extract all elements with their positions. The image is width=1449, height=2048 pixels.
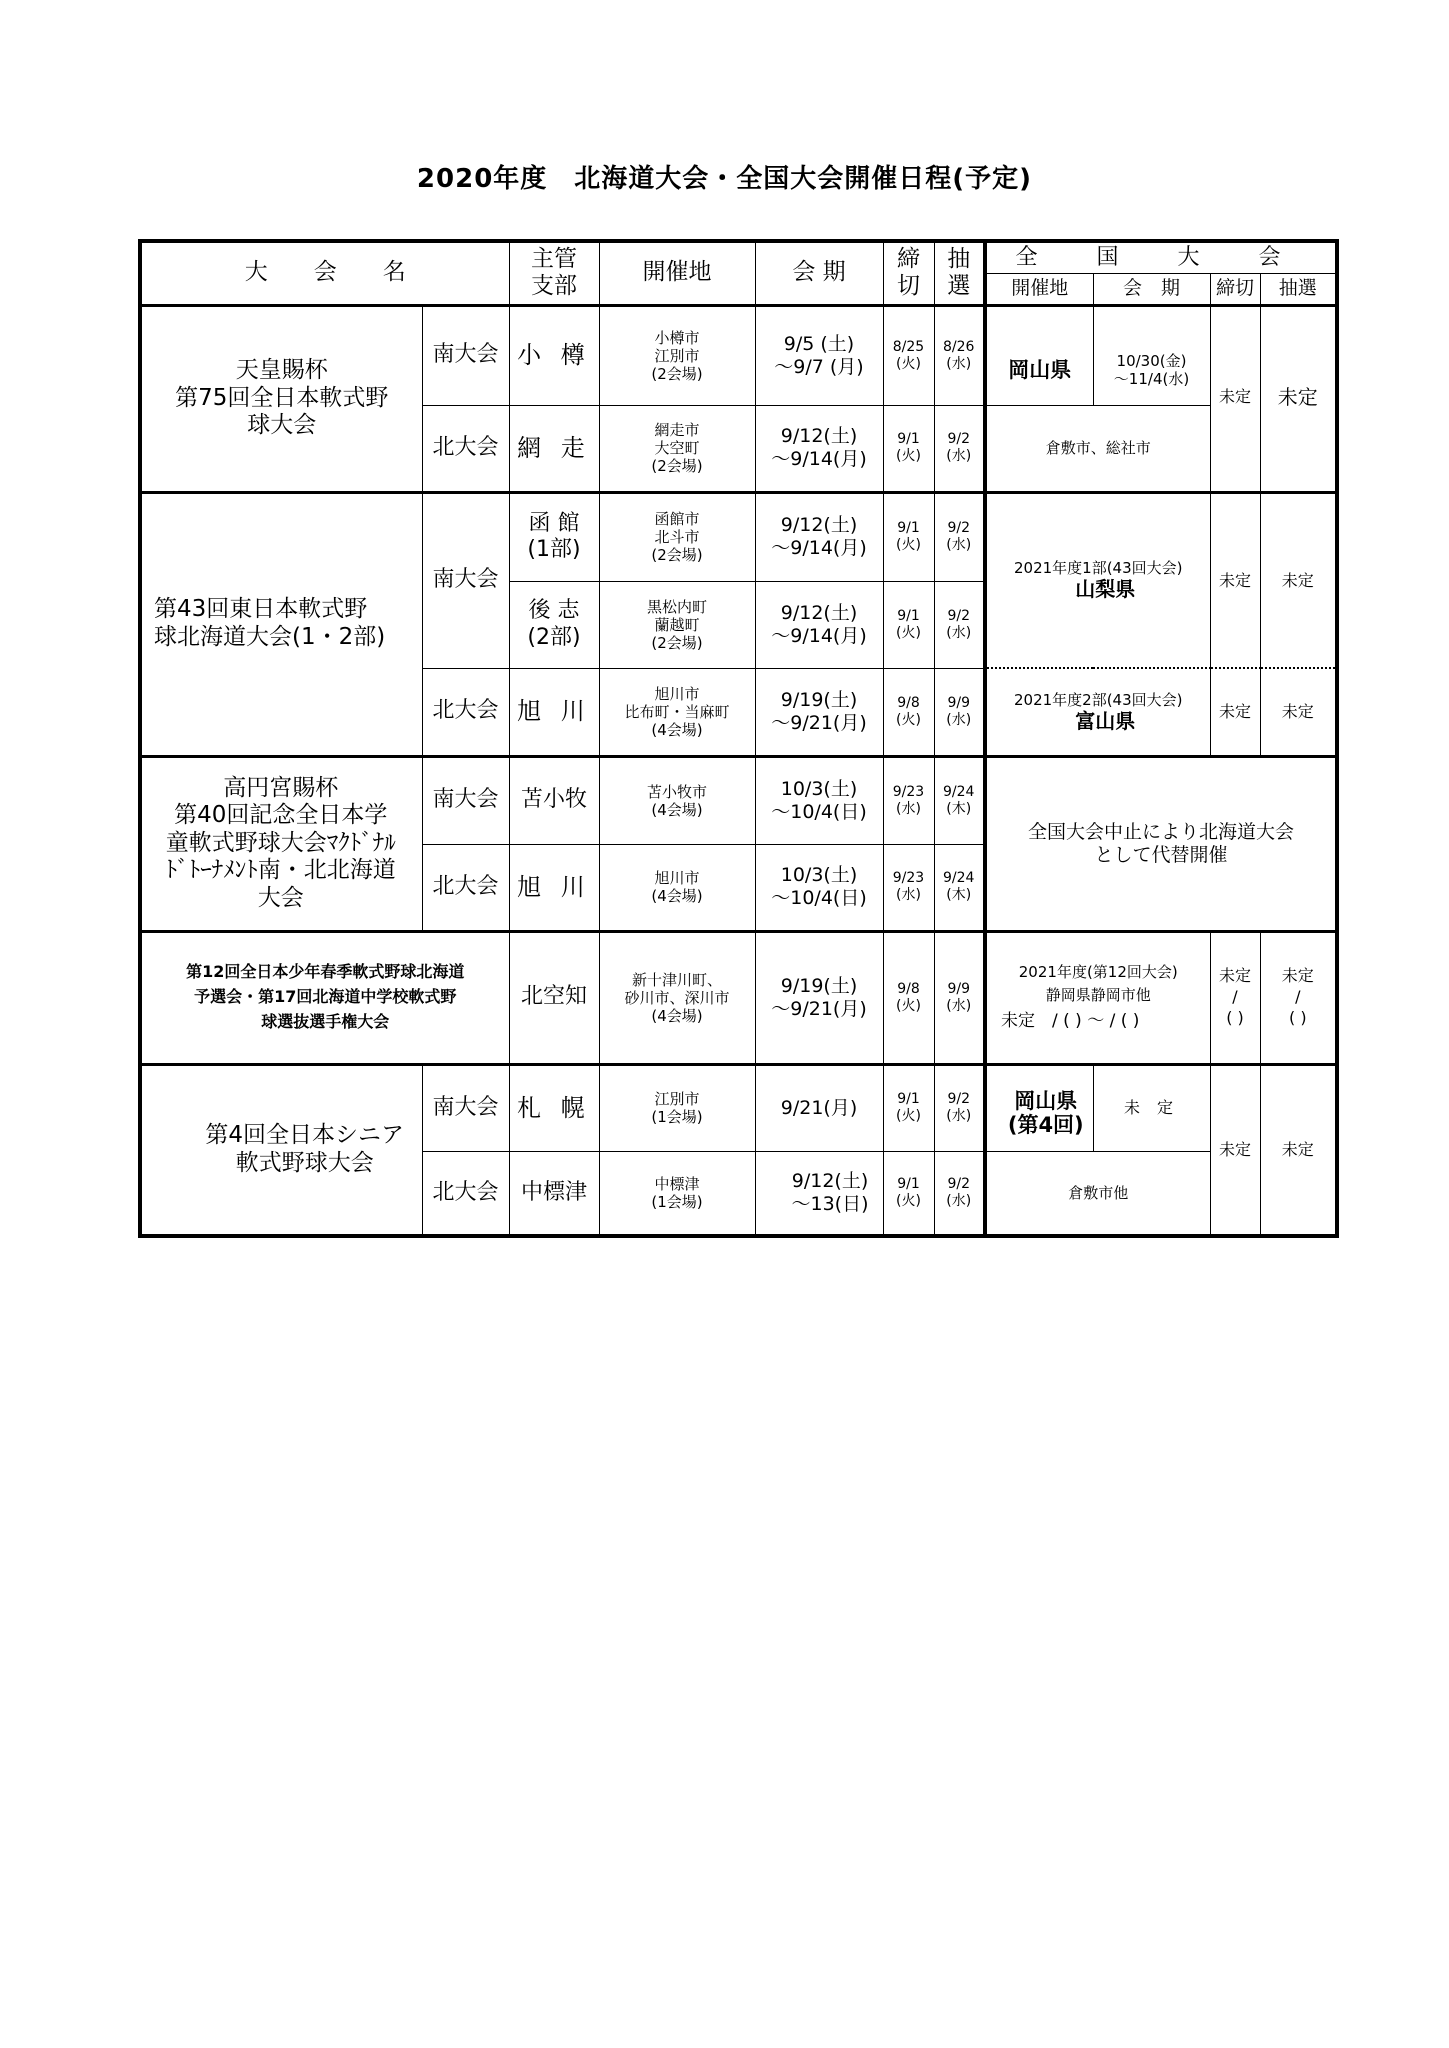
division-label: 北大会 (422, 1151, 509, 1236)
national-lottery: 未定 (1260, 1064, 1337, 1236)
national-lottery: 未定 / ( ) (1260, 931, 1337, 1064)
branch-cell: 苫小牧 (509, 756, 599, 844)
division-label: 南大会 (422, 305, 509, 405)
division-label: 北大会 (422, 844, 509, 931)
header-deadline: 締 切 (883, 241, 934, 305)
national-venue: 岡山県 (985, 305, 1093, 405)
national-lottery: 未定 (1260, 668, 1337, 756)
branch-cell: 旭 川 (509, 668, 599, 756)
national-city: 倉敷市他 (985, 1151, 1210, 1236)
lottery-cell: 8/26 (水) (934, 305, 985, 405)
national-deadline: 未定 (1210, 1064, 1260, 1236)
header-branch: 主管 支部 (509, 241, 599, 305)
period-cell: 9/21(月) (755, 1064, 883, 1151)
national-city: 倉敷市、総社市 (985, 405, 1210, 492)
venue-cell: 函館市 北斗市 (2会場) (599, 492, 755, 581)
national-spring-period: 未定 / ( ) ～ / ( ) (1001, 1010, 1140, 1031)
national-lottery: 未定 (1260, 305, 1337, 492)
national-deadline: 未定 (1210, 305, 1260, 492)
lottery-cell: 9/9 (水) (934, 668, 985, 756)
venue-cell: 旭川市 比布町・当麻町 (4会場) (599, 668, 755, 756)
period-cell: 9/19(土) ～9/21(月) (755, 931, 883, 1064)
deadline-cell: 9/23 (水) (883, 756, 934, 844)
division-label: 南大会 (422, 756, 509, 844)
national-spring-venue: 静岡県静岡市他 (1045, 986, 1151, 1005)
deadline-cell: 9/1 (火) (883, 405, 934, 492)
period-cell: 9/5 (土) ～9/7 (月) (755, 305, 883, 405)
tournament-name-east-japan: 第43回東日本軟式野 球北海道大会(1・2部) (140, 492, 422, 756)
period-cell: 9/12(土) ～9/14(月) (755, 492, 883, 581)
division-label: 南大会 (422, 492, 509, 668)
header-national-lottery: 抽選 (1260, 273, 1337, 305)
division-label: 北大会 (422, 668, 509, 756)
deadline-cell: 9/8 (火) (883, 931, 934, 1064)
header-tournament: 大 会 名 (140, 241, 509, 305)
lottery-cell: 9/2 (水) (934, 1151, 985, 1236)
deadline-cell: 9/1 (火) (883, 1064, 934, 1151)
header-venue: 開催地 (599, 241, 755, 305)
venue-cell: 旭川市 (4会場) (599, 844, 755, 931)
deadline-cell: 9/1 (火) (883, 492, 934, 581)
tournament-name-takamado-cup: 高円宮賜杯 第40回記念全日本学 童軟式野球大会ﾏｸﾄﾞﾅﾙ ﾄﾞﾄｰﾅﾒﾝﾄ南・北北海道 大会 (140, 756, 422, 931)
national-lottery: 未定 (1260, 492, 1337, 668)
venue-cell: 中標津 (1会場) (599, 1151, 755, 1236)
tournament-name-spring-youth: 第12回全日本少年春季軟式野球北海道 予選会・第17回北海道中学校軟式野 球選抜選手権大会 (140, 931, 509, 1064)
national-division-1 (985, 492, 1210, 668)
national-division-2-label: 2021年度2部(43回大会) (1013, 690, 1183, 709)
national-deadline: 未定 (1210, 668, 1260, 756)
header-national: 全 国 大 会 (985, 241, 1337, 273)
period-cell: 9/12(土) ～9/14(月) (755, 405, 883, 492)
national-spring-edition: 2021年度(第12回大会) (1018, 963, 1178, 982)
venue-cell: 小樽市 江別市 (2会場) (599, 305, 755, 405)
header-national-period: 会 期 (1093, 273, 1210, 305)
lottery-cell: 9/2 (水) (934, 581, 985, 668)
period-cell: 10/3(土) ～10/4(日) (755, 844, 883, 931)
national-division-2 (985, 668, 1210, 756)
branch-cell: 北空知 (509, 931, 599, 1064)
deadline-cell: 9/8 (火) (883, 668, 934, 756)
branch-cell: 中標津 (509, 1151, 599, 1236)
tournament-name-emperor-cup: 天皇賜杯 第75回全日本軟式野 球大会 (140, 305, 422, 492)
national-period: 未 定 (1093, 1064, 1210, 1151)
header-period: 会 期 (755, 241, 883, 305)
national-venue: 岡山県 (第4回) (985, 1064, 1093, 1151)
national-division-1-pref: 山梨県 (1075, 577, 1136, 602)
venue-cell: 江別市 (1会場) (599, 1064, 755, 1151)
national-division-1-label: 2021年度1部(43回大会) (1013, 559, 1183, 578)
branch-cell: 札 幌 (509, 1064, 599, 1151)
venue-cell: 苫小牧市 (4会場) (599, 756, 755, 844)
header-national-venue: 開催地 (985, 273, 1093, 305)
branch-cell: 函 館 (1部) (509, 492, 599, 581)
lottery-cell: 9/24 (木) (934, 756, 985, 844)
division-label: 南大会 (422, 1064, 509, 1151)
period-cell: 9/19(土) ～9/21(月) (755, 668, 883, 756)
branch-cell: 小 樽 (509, 305, 599, 405)
deadline-cell: 9/1 (火) (883, 1151, 934, 1236)
national-period: 10/30(金) ～11/4(水) (1093, 305, 1210, 405)
venue-cell: 新十津川町、 砂川市、深川市 (4会場) (599, 931, 755, 1064)
national-deadline: 未定 / ( ) (1210, 931, 1260, 1064)
schedule-table (138, 239, 1339, 1238)
branch-cell: 後 志 (2部) (509, 581, 599, 668)
lottery-cell: 9/2 (水) (934, 1064, 985, 1151)
deadline-cell: 9/23 (水) (883, 844, 934, 931)
tournament-name-senior: 第4回全日本シニア 軟式野球大会 (140, 1064, 422, 1236)
lottery-cell: 9/24 (木) (934, 844, 985, 931)
lottery-cell: 9/9 (水) (934, 931, 985, 1064)
header-national-deadline: 締切 (1210, 273, 1260, 305)
national-cancel-note: 全国大会中止により北海道大会 として代替開催 (985, 756, 1337, 931)
period-cell: 9/12(土) ～13(日) (755, 1151, 883, 1236)
period-cell: 9/12(土) ～9/14(月) (755, 581, 883, 668)
lottery-cell: 9/2 (水) (934, 405, 985, 492)
national-deadline: 未定 (1210, 492, 1260, 668)
deadline-cell: 8/25 (火) (883, 305, 934, 405)
header-lottery: 抽 選 (934, 241, 985, 305)
national-spring-info (985, 931, 1210, 1064)
deadline-cell: 9/1 (火) (883, 581, 934, 668)
venue-cell: 網走市 大空町 (2会場) (599, 405, 755, 492)
branch-cell: 旭 川 (509, 844, 599, 931)
division-label: 北大会 (422, 405, 509, 492)
venue-cell: 黒松内町 蘭越町 (2会場) (599, 581, 755, 668)
period-cell: 10/3(土) ～10/4(日) (755, 756, 883, 844)
page-title: 2020年度 北海道大会・全国大会開催日程(予定) (416, 164, 1033, 194)
branch-cell: 網 走 (509, 405, 599, 492)
national-division-2-pref: 富山県 (1075, 708, 1136, 733)
lottery-cell: 9/2 (水) (934, 492, 985, 581)
